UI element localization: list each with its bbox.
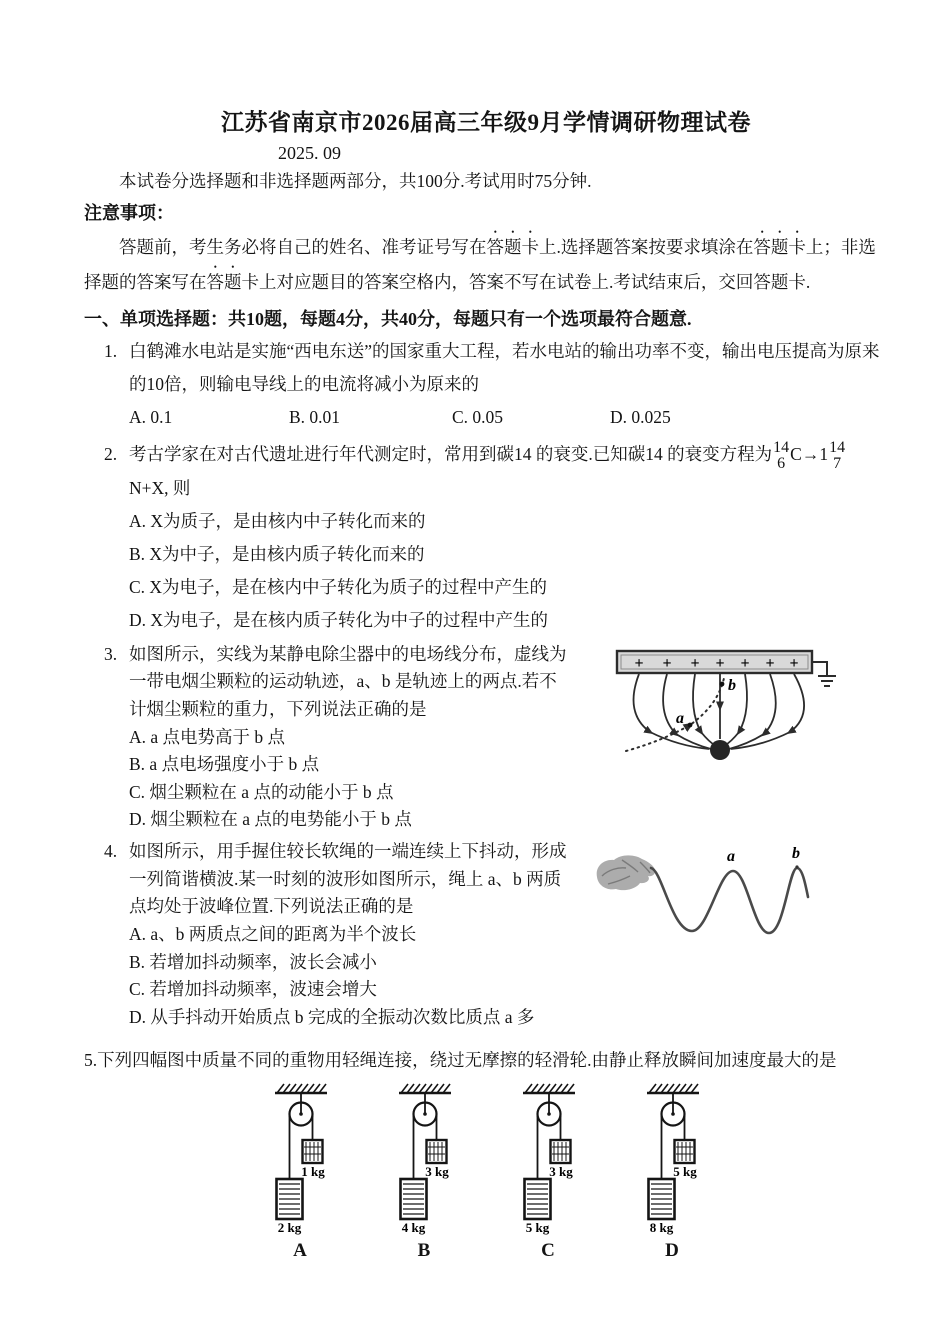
- right-mass-label: 5 kg: [673, 1164, 697, 1180]
- q4-option-b: B. 若增加抖动频率，波长会减小: [129, 951, 377, 972]
- field-lines: [634, 674, 805, 749]
- question-1-text: 白鹤滩水电站是实施“西电东送”的国家重大工程，若水电站的输出功率不变，输出电压提高为原来的10倍，则输电导线上的电流将减小为原来的: [129, 341, 880, 395]
- big-block: [525, 1179, 551, 1219]
- field-line: [729, 674, 776, 749]
- question-4: [84, 838, 888, 1031]
- plus-icon: +: [690, 654, 700, 672]
- question-2: [84, 438, 888, 637]
- hand-sketch: [597, 855, 655, 890]
- q1-option-b: B. 0.01: [289, 406, 341, 427]
- notice-seg1: 答题前，考生务必将自己的姓名、准考证号写在: [119, 237, 487, 257]
- question-1: [84, 335, 888, 434]
- question-4-number: 4.: [104, 841, 118, 862]
- right-mass-label: 3 kg: [549, 1164, 573, 1180]
- reaction-mid: 1: [819, 443, 829, 464]
- q1-option-a: A. 0.1: [129, 406, 173, 427]
- section-heading: 一、单项选择题：共10题，每题4分，共40分，每题只有一个选项最符合题意.: [84, 309, 692, 330]
- left-mass-label: 8 kg: [649, 1220, 674, 1236]
- page-title: 江苏省南京市2026届高三年级9月学情调研物理试卷: [221, 110, 751, 135]
- diagram-letter: C: [541, 1240, 555, 1262]
- crest-a-label: a: [727, 848, 735, 866]
- diagram-letter: A: [293, 1240, 307, 1262]
- nuclide-mass-number: 14: [829, 438, 846, 456]
- plus-icon: +: [765, 654, 775, 672]
- right-mass-label: 3 kg: [425, 1164, 449, 1180]
- big-block: [649, 1179, 675, 1219]
- ceiling-hatch: [401, 1084, 450, 1093]
- left-mass-label: 4 kg: [401, 1220, 426, 1236]
- plus-icon: +: [662, 654, 672, 672]
- q3-option-b: B. a 点电场强度小于 b 点: [129, 754, 320, 775]
- pulley-diagram-b: [378, 1081, 470, 1262]
- small-block: [303, 1140, 323, 1163]
- field-line: [693, 674, 716, 746]
- exam-date: 2025. 09: [278, 143, 341, 163]
- notice-seg2: 上.选择题答案按要求填涂在: [539, 237, 754, 257]
- nuclide-carbon: [773, 440, 789, 473]
- pulley-axle: [423, 1113, 427, 1117]
- question-5: [84, 1046, 888, 1263]
- intro-text: 本试卷分选择题和非选择题两部分，共100分.考试用时75分钟.: [119, 171, 592, 191]
- notice-emphasis-3: 答题: [206, 272, 242, 293]
- pulley-diagram-d: [626, 1081, 718, 1262]
- ceiling-hatch: [277, 1084, 326, 1093]
- question-5-number: 5.: [84, 1049, 98, 1070]
- ground-icon: [812, 662, 836, 686]
- pulley-figure: [502, 1081, 594, 1235]
- question-2-number: 2.: [104, 443, 118, 464]
- element-symbol-c: C: [790, 443, 802, 464]
- pulley-figure: [254, 1081, 346, 1235]
- nuclide-mass-number: 14: [773, 438, 790, 456]
- q3-option-d: D. 烟尘颗粒在 a 点的电势能小于 b 点: [129, 809, 412, 830]
- q1-option-c: C. 0.05: [452, 406, 504, 427]
- plus-icon: +: [740, 654, 750, 672]
- small-block: [675, 1140, 695, 1163]
- ceiling-hatch: [649, 1084, 698, 1093]
- notice-seg4: 卡上对应题目的答案空格内，答案不写在试卷上.考试结束后，交回答题卡.: [241, 272, 811, 293]
- point-b-label: b: [728, 676, 736, 694]
- pulley-figure: [378, 1081, 470, 1235]
- pulley-figure: [626, 1081, 718, 1235]
- q3-option-c: C. 烟尘颗粒在 a 点的动能小于 b 点: [129, 781, 394, 802]
- q2-option-a: A. X为质子，是由核内中子转化而来的: [129, 511, 426, 532]
- pulley-axle: [299, 1113, 303, 1117]
- question-2-text: 考古学家在对古代遗址进行年代测定时，常用到碳14 的衰变.已知碳14 的衰变方程为: [129, 443, 773, 464]
- field-line: [731, 674, 804, 749]
- notice-paragraph: [84, 227, 888, 297]
- q3-option-a: A. a 点电势高于 b 点: [129, 726, 286, 747]
- left-mass-label: 5 kg: [525, 1220, 550, 1236]
- question-1-number: 1.: [104, 341, 118, 362]
- q2-option-d: D. X为电子，是在核内质子转化为中子的过程中产生的: [129, 609, 549, 630]
- notice-emphasis-2: 答题卡: [753, 237, 806, 257]
- q4-option-c: C. 若增加抖动频率，波速会增大: [129, 979, 377, 1000]
- left-mass-label: 2 kg: [277, 1220, 302, 1236]
- rope-wave-curve: [651, 868, 808, 933]
- question-1-options: [129, 401, 888, 434]
- plus-icon: +: [634, 654, 644, 672]
- field-line: [663, 674, 711, 749]
- q1-option-d: D. 0.025: [610, 406, 671, 427]
- pulley-axle: [671, 1113, 675, 1117]
- ceiling-hatch: [525, 1084, 574, 1093]
- field-line: [634, 674, 709, 749]
- diagram-letter: D: [665, 1240, 679, 1262]
- pulley-diagram-c: [502, 1081, 594, 1262]
- notice-emphasis-1: 答题卡: [486, 237, 539, 257]
- q4-option-a: A. a、b 两质点之间的距离为半个波长: [129, 924, 417, 945]
- pulley-axle: [547, 1113, 551, 1117]
- dust-ball: [710, 740, 730, 760]
- reaction-arrow: →: [801, 443, 820, 464]
- crest-b-dot: [795, 865, 798, 868]
- small-block: [427, 1140, 447, 1163]
- point-a-dot: [688, 722, 693, 727]
- pulley-diagram-a: [254, 1081, 346, 1262]
- crest-b-label: b: [792, 846, 800, 863]
- question-5-line: [84, 1046, 888, 1076]
- q4-option-d: D. 从手抖动开始质点 b 完成的全振动次数比质点 a 多: [129, 1006, 535, 1027]
- plus-icon: +: [715, 654, 725, 672]
- diagram-letter: B: [417, 1240, 431, 1262]
- question-3-text: 如图所示，实线为某静电除尘器中的电场线分布，虚线为一带电烟尘颗粒的运动轨迹，a、b 是轨迹上的两点.若不计烟尘颗粒的重力，下列说法正确的是: [129, 643, 567, 719]
- big-block: [277, 1179, 303, 1219]
- notice-heading: 注意事项：: [84, 203, 174, 223]
- nuclide-atomic-number: 6: [777, 454, 786, 472]
- right-mass-label: 1 kg: [301, 1164, 325, 1180]
- notice-seg3: 上；非选择题的答案写在: [84, 237, 876, 293]
- plus-icon: +: [789, 654, 799, 672]
- question-5-text: 下列四幅图中质量不同的重物用轻绳连接，绕过无摩擦的轻滑轮.由静止释放瞬间加速度最大的是: [97, 1049, 837, 1070]
- small-block: [551, 1140, 571, 1163]
- question-2-options: [129, 505, 888, 637]
- electrostatic-precipitator-figure: [582, 643, 888, 795]
- nuclide-atomic-number: 7: [833, 454, 842, 472]
- pulley-diagrams: [84, 1081, 888, 1262]
- question-4-text: 如图所示，用手握住较长软绳的一端连续上下抖动，形成一列简谐横波.某一时刻的波形如图所示，绳上 a、b 两质点均处于波峰位置.下列说法正确的是: [129, 841, 567, 917]
- question-2-text-after: N+X, 则: [129, 478, 191, 499]
- q2-option-b: B. X为中子，是由核内质子转化而来的: [129, 543, 425, 564]
- question-3-number: 3.: [104, 643, 118, 664]
- question-3: [84, 641, 888, 834]
- point-b-dot: [720, 681, 725, 686]
- point-a-label: a: [676, 709, 684, 727]
- rope-wave-figure: [588, 846, 888, 954]
- q2-option-c: C. X为电子，是在核内中子转化为质子的过程中产生的: [129, 576, 548, 597]
- nuclide-nitrogen: [829, 440, 845, 473]
- big-block: [401, 1179, 427, 1219]
